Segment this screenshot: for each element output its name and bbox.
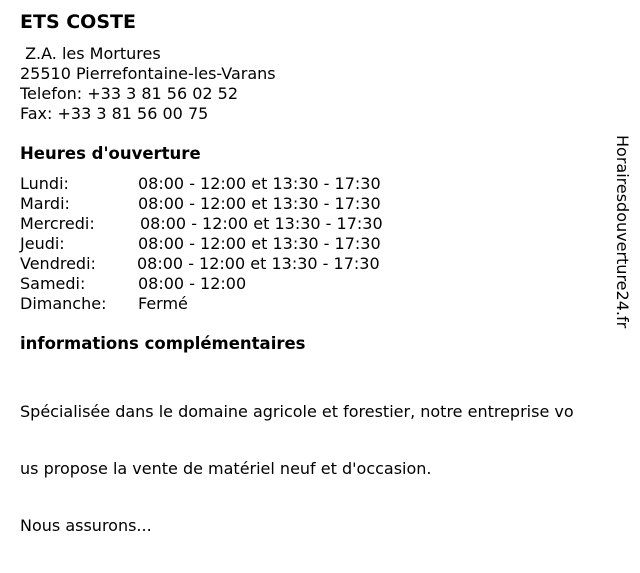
info-line-1: Spécialisée dans le domaine agricole et forestier, notre entreprise vo [20,402,574,421]
info-line-3: Nous assurons... [20,516,152,535]
info-line-2: us propose la vente de matériel neuf et d'occasion. [20,459,432,478]
day-hours: 08:00 - 12:00 et 13:30 - 17:30 [138,194,381,213]
hours-row-thursday [20,234,383,254]
day-hours: 08:00 - 12:00 et 13:30 - 17:30 [138,174,381,193]
hours-heading: Heures d'ouverture [20,144,201,163]
day-label: Dimanche: [20,294,107,313]
hours-row-tuesday [20,194,383,214]
day-label: Lundi: [20,174,69,193]
day-hours: Fermé [138,294,188,313]
day-label: Jeudi: [20,234,65,253]
day-hours: 08:00 - 12:00 et 13:30 - 17:30 [138,234,381,253]
hours-row-sunday [20,294,383,314]
day-hours: 08:00 - 12:00 et 13:30 - 17:30 [137,254,380,273]
fax-number: Fax: +33 3 81 56 00 75 [20,104,209,123]
day-label: Samedi: [20,274,86,293]
day-label: Vendredi: [20,254,96,273]
business-address [20,44,276,124]
info-heading: informations complémentaires [20,334,306,353]
hours-row-monday [20,174,383,194]
address-line-1: Z.A. les Mortures [20,44,161,63]
opening-hours-list [20,174,383,314]
hours-row-wednesday [20,214,383,234]
hours-row-friday [20,254,383,274]
day-label: Mardi: [20,194,70,213]
info-description [20,364,620,573]
hours-row-saturday [20,274,383,294]
address-line-2: 25510 Pierrefontaine-les-Varans [20,64,276,83]
site-watermark: Horairesdouverture24.fr [613,135,632,329]
business-name: ETS COSTE [20,11,136,33]
day-hours: 08:00 - 12:00 [138,274,247,293]
day-hours: 08:00 - 12:00 et 13:30 - 17:30 [140,214,383,233]
day-label: Mercredi: [20,214,95,233]
phone-number: Telefon: +33 3 81 56 02 52 [20,84,239,103]
